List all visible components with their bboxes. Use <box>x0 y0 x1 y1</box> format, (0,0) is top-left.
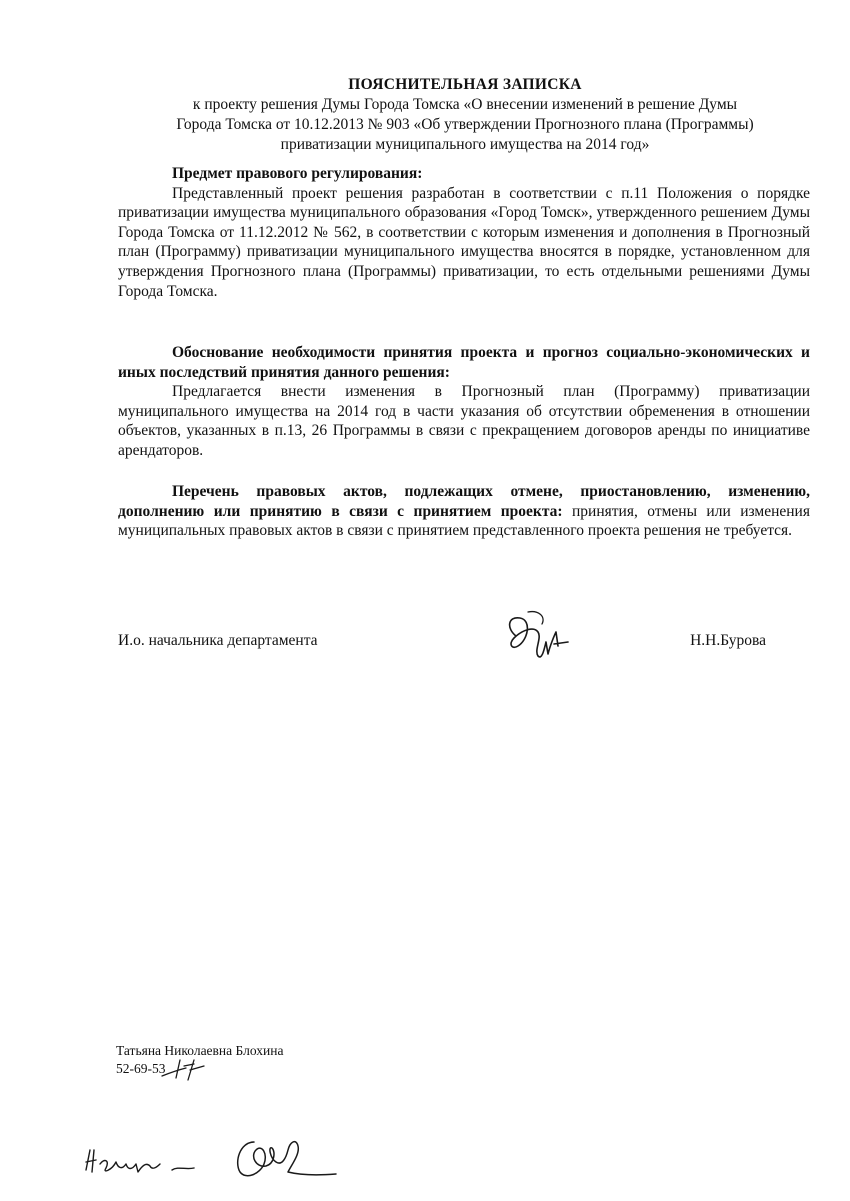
section-body: Представленный проект решения разработан в соответствии с п.11 Положения о порядке приватизации имущества муниципального образования «Город Томск», утвержденного решением Думы Города Томска от 11.12.2012 № 562, в соответствии с которым изменения и дополнения в Прогнозный план (Программу) приватизации муниципального имущества вносятся в порядке, установленном для утверждения Прогнозного плана (Программы) приватизации, то есть отдельными решениями Думы Города Томска. <box>118 184 810 300</box>
section-paragraph <box>118 482 810 541</box>
executor-phone: 52-69-53 <box>116 1061 166 1076</box>
section-legal-acts <box>118 482 810 541</box>
document-subtitle <box>110 95 820 155</box>
section-body: Предлагается внести изменения в Прогнозный план (Программу) приватизации муниципального имущества на 2014 год в части указания об отсутствии обременения в отношении объектов, указанных в п.13, 26 Программы в связи с прекращением договоров аренды по инициативе арендаторов. <box>118 383 810 459</box>
signatory-row <box>118 632 768 662</box>
section-heading: Обоснование необходимости принятия проекта и прогноз социально-экономических и иных последствий принятия данного решения: <box>118 344 810 381</box>
executor-name: Татьяна Николаевна Блохина <box>116 1043 284 1058</box>
document-title: ПОЯСНИТЕЛЬНАЯ ЗАПИСКА <box>348 76 582 93</box>
section-heading: Перечень правовых актов, подлежащих отмене, приостановлению, изменению, дополнению или принятию в связи с принятием проекта: <box>118 483 810 520</box>
section-body: принятия, отмены или изменения муниципальных правовых актов в связи с принятием представленного проекта решения не требуется. <box>118 502 810 540</box>
subtitle-line: к проекту решения Думы Города Томска «О внесении изменений в решение Думы <box>192 96 738 113</box>
signatory-position: И.о. начальника департамента <box>118 632 318 649</box>
section-heading: Предмет правового регулирования: <box>172 165 423 182</box>
section-regulation-subject <box>118 164 810 301</box>
signatory-name: Н.Н.Бурова <box>690 632 766 649</box>
approval-signature-right <box>226 1128 346 1188</box>
executor-initials-signature <box>160 1056 212 1082</box>
section-justification <box>118 343 810 461</box>
subtitle-line: Города Томска от 10.12.2013 № 903 «Об утверждении Прогнозного плана (Программы) <box>176 116 754 133</box>
subtitle-line: приватизации муниципального имущества на 2014 год» <box>280 136 650 153</box>
handwritten-signature <box>498 606 578 670</box>
approval-signature-left <box>82 1140 212 1184</box>
